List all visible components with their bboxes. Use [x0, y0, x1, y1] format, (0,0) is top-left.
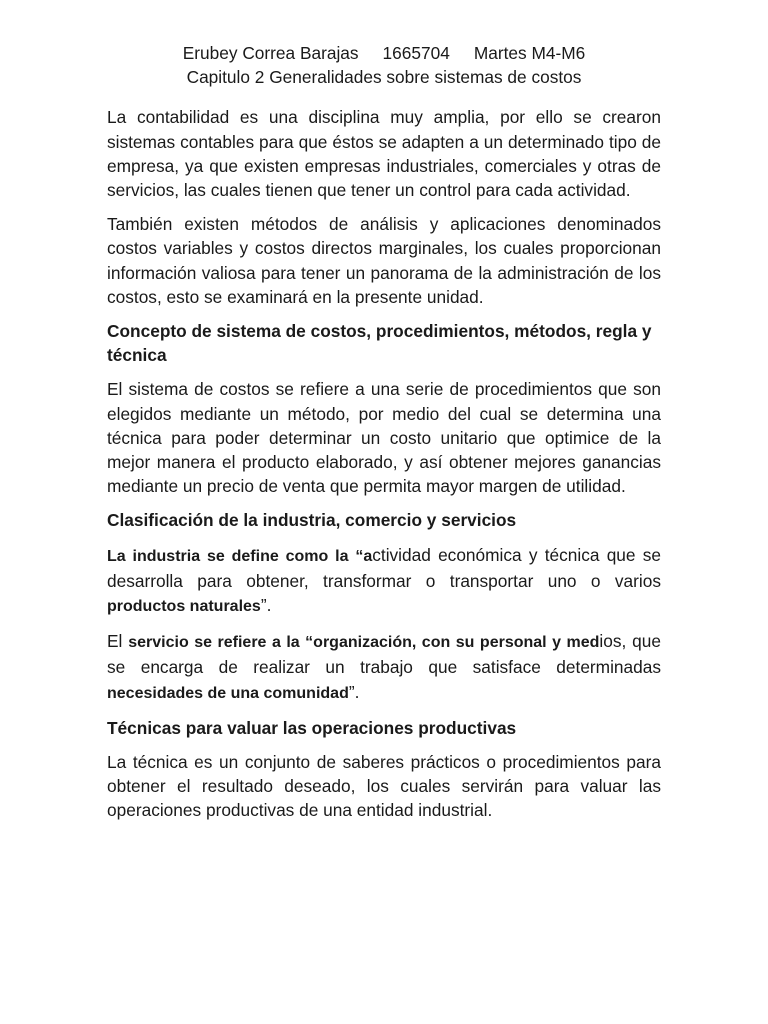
servicio-bold-end: necesidades de una comunidad: [107, 684, 349, 702]
chapter-title: Capitulo 2 Generalidades sobre sistemas de costos: [186, 67, 582, 88]
tecnicas-paragraph: La técnica es un conjunto de saberes prácticos o procedimientos para obtener el resultado deseado, los cuales servirán para valuar las operaciones productivas de una entidad industrial.: [107, 752, 661, 821]
servicio-bold-mid: servicio se refiere a la “organización, con su personal y med: [128, 634, 600, 652]
document-page: [107, 41, 661, 833]
intro-paragraph-2: También existen métodos de análisis y aplicaciones denominados costos variables y costos directos marginales, los cuales proporcionan información valiosa para tener un panorama de la administración de los costos, esto se examinará en la presente unidad.: [107, 214, 661, 307]
clasificacion-heading: Clasificación de la industria, comercio y servicios: [107, 510, 517, 531]
industria-text: ctividad económica y técnica que se desarrolla para obtener, transformar o transportar uno o varios: [107, 544, 661, 591]
concepto-paragraph: El sistema de costos se refiere a una serie de procedimientos que son elegidos mediante un método, por medio del cual se determina una técnica para poder determinar un costo unitario que optimice de la mejor manera el producto elaborado, y así obtener mejores ganancias mediante un precio de venta que permita mayor margen de utilidad.: [107, 379, 661, 497]
servicio-text: ios, que se encarga de realizar un trabajo que satisface determinadas: [107, 631, 662, 678]
industria-bold-start: La industria se define como la “a: [107, 547, 373, 565]
author-line: Erubey Correa Barajas 1665704 Martes M4-M6: [182, 43, 586, 63]
industria-bold-end: productos naturales: [107, 598, 261, 616]
concepto-heading: Concepto de sistema de costos, procedimientos, métodos, regla y técnica: [107, 321, 652, 366]
tecnicas-heading: Técnicas para valuar las operaciones productivas: [107, 717, 517, 738]
document-header: [107, 41, 661, 89]
servicio-tail: ”.: [348, 681, 360, 702]
industria-tail: ”.: [260, 595, 272, 616]
intro-paragraph-1: La contabilidad es una disciplina muy amplia, por ello se crearon sistemas contables para que éstos se adapten a un determinado tipo de empresa, ya que existen empresas industriales, comerciales y otras de servicios, las cuales tienen que tener un control para cada actividad.: [107, 107, 661, 201]
servicio-start: El: [107, 631, 129, 652]
industria-paragraph: [107, 543, 661, 620]
servicio-paragraph: [107, 629, 661, 706]
